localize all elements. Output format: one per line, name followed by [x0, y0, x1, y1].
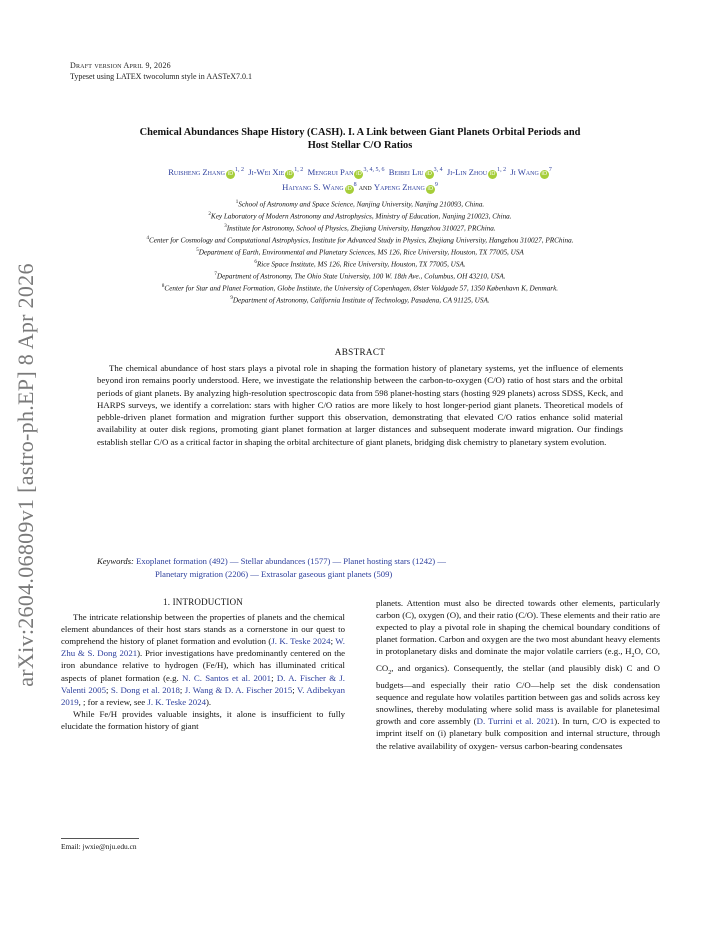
- orcid-icon[interactable]: iD: [427, 185, 434, 192]
- citation-link[interactable]: D. A. Fischer & J. Valenti 2005: [61, 672, 345, 695]
- author-link[interactable]: Ruisheng Zhang: [168, 166, 225, 177]
- citation-link[interactable]: D. Turrini et al. 2021: [476, 716, 555, 727]
- author-sup: 3, 4: [433, 167, 443, 173]
- affiliation: $^1$School of Astronomy and Space Science, Nanjing University, Nanjing 210093, China.: [235, 200, 485, 209]
- affiliation: $^3$Institute for Astronomy, School of Physics, Zhejiang University, Hangzhou 310027, PRChina.: [224, 223, 496, 233]
- keyword-link[interactable]: Planetary migration (2206): [155, 569, 249, 579]
- orcid-icon[interactable]: iD: [426, 170, 432, 177]
- author-sup: 1, 2: [497, 167, 507, 173]
- intro-paragraph-continued: planets. Attention must also be directed towards other elements, particularly carbon (C), oxygen (O), and their ratio (C/O). These elements and their ratio are expected to play a pivotal role in shaping the chemical boundary conditions of planet formation. Carbon and oxygen are the two most abundant heavy elements in protoplanetary disks and dominate the major volatile carriers (e.g., $H_2O$, CO, $CO_2$, and organics). Consequently, the stellar (and plausibly disk) C and O budgets—and especially their ratio C/O—help set the disk condensation sequence and regulate how volatiles partition between gas and solids across key snowlines, thereby modulating where solid mass is available for planetesimal growth and core assembly (D. Turrini et al. 2021). In turn, C/O is expected to imprint itself on (i) planetary bulk composition and internal structure, through the relative availability of oxygen- versus carbon-bearing condensates: [376, 598, 661, 751]
- author-line-1: [60, 164, 660, 179]
- affiliation-list: [52, 198, 668, 306]
- author-sup: 8: [353, 181, 357, 188]
- authors-and: and: [358, 181, 372, 192]
- affiliation: $^8$Center for Star and Planet Formation, Globe Institute, the University of Copenhagen, Øster Voldgade 57, 1350 København K, Denmark.: [161, 283, 559, 293]
- keywords: Keywords: Exoplanet formation (492) — Stellar abundances (1577) — Planet hosting stars (1242) — Planetary migration (2206) — Extrasolar gaseous giant planets (509): [97, 556, 446, 579]
- author-list: [60, 164, 660, 194]
- affiliation: $^6$Rice Space Institute, MS 126, Rice University, Houston, TX 77005, USA.: [254, 259, 466, 269]
- arxiv-stamp-text: arXiv:2604.06809v1 [astro-ph.EP] 8 Apr 2026: [13, 263, 38, 687]
- citation-link[interactable]: J. K. Teske 2024: [271, 636, 331, 647]
- orcid-icon[interactable]: iD: [346, 185, 352, 192]
- keywords-label: Keywords:: [97, 556, 134, 566]
- affiliation: $^7$Department of Astronomy, The Ohio State University, 100 W. 18th Ave., Columbus, OH 43210, USA.: [214, 271, 506, 281]
- citation-link[interactable]: J. Wang & D. A. Fischer 2015: [184, 684, 293, 695]
- author-link[interactable]: Yapeng Zhang: [373, 181, 425, 192]
- body-right-column: [376, 597, 660, 752]
- author-link[interactable]: Ji-Wei Xie: [248, 166, 285, 177]
- draft-version: Draft version April 9, 2026: [70, 61, 171, 70]
- author-link[interactable]: Ji Wang: [510, 166, 539, 177]
- keyword-link[interactable]: Stellar abundances (1577): [240, 556, 331, 566]
- affiliation: $^4$Center for Cosmology and Computational Astrophysics, Institute for Advanced Study in Physics, Zhejiang University, Hangzhou 310027, PRChina.: [146, 235, 574, 245]
- intro-paragraph-1: The intricate relationship between the properties of planets and the chemical element abundances of their host stars stands as a cornerstone in our quest to comprehend the history of planet formation and evolution (J. K. Teske 2024; W. Zhu & S. Dong 2021). Prior investigations have predominantly centered on the iron abundance relative to hydrogen (Fe/H), which has illuminated critical aspects of planet formation (e.g. N. C. Santos et al. 2001; D. A. Fischer & J. Valenti 2005; S. Dong et al. 2018; J. Wang & D. A. Fischer 2015; V. Adibekyan 2019, ; for a review, see J. K. Teske 2024).: [61, 612, 345, 707]
- arxiv-stamp: [8, 240, 44, 710]
- preprint-header: [70, 60, 252, 82]
- citation-link[interactable]: J. K. Teske 2024: [147, 696, 206, 707]
- orcid-icon[interactable]: iD: [356, 170, 362, 177]
- keyword-link[interactable]: Exoplanet formation (492): [136, 556, 228, 566]
- keyword-link[interactable]: Planet hosting stars (1242): [343, 556, 436, 566]
- citation-link[interactable]: W. Zhu & S. Dong 2021: [61, 636, 345, 659]
- author-sup: 9: [434, 181, 438, 188]
- orcid-icon[interactable]: iD: [489, 170, 496, 177]
- title-line-1: Chemical Abundances Shape History (CASH). I. A Link between Giant Planets Orbital Periods and: [139, 127, 581, 138]
- keyword-link[interactable]: Extrasolar gaseous giant planets (509): [260, 569, 393, 579]
- citation-link[interactable]: V. Adibekyan 2019: [61, 684, 345, 707]
- author-link[interactable]: Beibei Liu: [388, 166, 424, 177]
- orcid-icon[interactable]: iD: [541, 170, 548, 177]
- section-heading: 1. INTRODUCTION: [163, 597, 243, 607]
- author-link[interactable]: Mengrui Pan: [307, 166, 354, 177]
- intro-paragraph-2: While Fe/H provides valuable insights, it alone is insufficient to fully elucidate the formation history of giant: [61, 708, 345, 731]
- abstract-text: The chemical abundance of host stars plays a pivotal role in shaping the formation history of planetary systems, yet the influence of elements beyond iron remains poorly understood. Here, we investigate the relationship between the carbon-to-oxygen (C/O) ratio of host stars and the orbital periods of giant planets. By analyzing high-resolution spectroscopic data from 598 planet-hosting stars (hosting 929 planets) across SDSS, Keck, and HARPS surveys, we identify a correlation: stars with higher C/O ratios are more likely to host longer-period giant planets. Theoretical models of pebble-driven planet formation and migration further support this observation, demonstrating that elevated C/O ratios enhance solid material availability at outer disk regions, promoting giant planet formation at larger distances and subsequent moderate inward migration. Our findings establish stellar C/O as a critical factor in shaping the orbital architecture of giant planets, bridging disk chemistry to planetary system evolution.: [97, 363, 623, 447]
- citation-link[interactable]: N. C. Santos et al. 2001: [182, 672, 272, 683]
- title-line-2: Host Stellar C/O Ratios: [307, 140, 413, 151]
- affiliation: $^9$Department of Astronomy, California Institute of Technology, Pasadena, CA 91125, USA.: [230, 295, 490, 305]
- affiliation: $^5$Department of Earth, Environmental and Planetary Sciences, MS 126, Rice University, Houston, TX 77005, USA: [196, 247, 524, 257]
- author-sup: 3, 4, 5, 6: [363, 167, 385, 173]
- abstract-heading: ABSTRACT: [334, 347, 386, 357]
- corresponding-email[interactable]: Email: jwxie@nju.edu.cn: [61, 842, 137, 851]
- footnote-rule: [61, 838, 139, 839]
- orcid-icon[interactable]: iD: [286, 170, 293, 177]
- author-sup: 1, 2: [294, 167, 304, 173]
- affiliation: $^2$Key Laboratory of Modern Astronomy and Astrophysics, Ministry of Education, Nanjing 210023, China.: [208, 211, 512, 221]
- paper-title: [60, 126, 660, 152]
- author-link[interactable]: Haiyang S. Wang: [282, 181, 344, 192]
- citation-link[interactable]: S. Dong et al. 2018: [110, 684, 180, 695]
- author-sup: 7: [548, 167, 552, 173]
- author-line-2: [60, 179, 660, 194]
- orcid-icon[interactable]: iD: [227, 170, 234, 177]
- typeset-note: Typeset using LATEX twocolumn style in AASTeX7.0.1: [70, 72, 252, 81]
- author-sup: 1, 2: [234, 167, 244, 173]
- author-link[interactable]: Ji-Lin Zhou: [446, 166, 488, 177]
- body-left-column: [61, 596, 345, 732]
